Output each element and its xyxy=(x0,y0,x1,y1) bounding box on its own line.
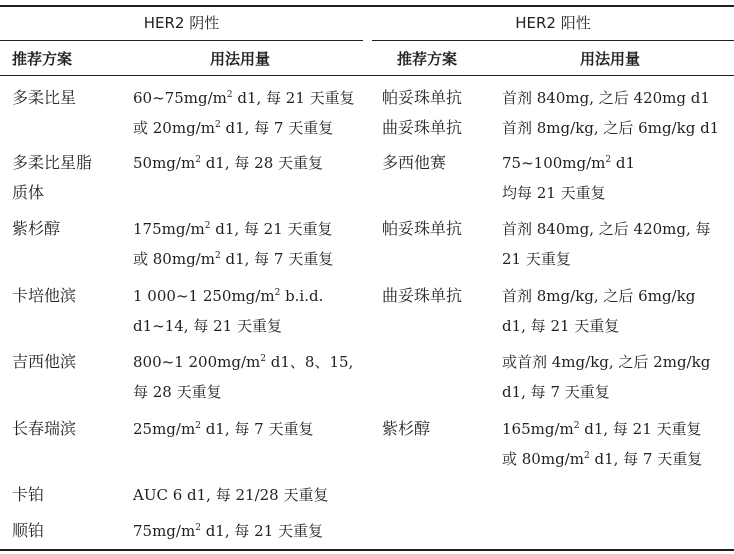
positive-dosage-column-header: 用法用量 xyxy=(580,50,641,68)
dosage-cell: 800~1 $200mg/m^2$ d1、8、15, 每 28 天重复 xyxy=(133,353,354,401)
her2-positive-header: HER2 阳性 xyxy=(515,14,591,32)
dosage-cell: 首剂 8mg/kg, 之后 6mg/kg d1, 每 21 天重复 xyxy=(502,287,696,335)
drug-name: 曲妥珠单抗 xyxy=(382,286,463,305)
drug-name: 多柔比星脂 xyxy=(12,153,93,172)
dosage-cell: $25mg/m^2$ d1, 每 7 天重复 xyxy=(133,420,314,438)
dosage-cell: $175mg/m^2$ d1, 每 21 天重复 或 $80mg/m^2$ d1, 每 7 天重复 xyxy=(133,220,334,268)
bottom-rule xyxy=(0,549,734,551)
dosage-cell: 首剂 840mg, 之后 420mg, 每 21 天重复 xyxy=(502,220,711,268)
dosage-cell: $75mg/m^2$ d1, 每 21 天重复 xyxy=(133,522,324,540)
drug-name-secondary: 曲妥珠单抗 xyxy=(382,118,463,137)
drug-name: 紫杉醇 xyxy=(12,219,61,238)
drug-name: 多西他赛 xyxy=(382,153,447,172)
dosage-cell: $75\sim 100mg/m^2$ d1 均每 21 天重复 xyxy=(502,154,636,202)
dosage-cell: 首剂 840mg, 之后 420mg d1 首剂 8mg/kg, 之后 6mg/kg d1 xyxy=(502,89,720,137)
drug-name: 多柔比星 xyxy=(12,88,77,107)
header-rule xyxy=(0,75,734,76)
dosage-cell: $60\sim 75mg/m^2$ d1, 每 21 天重复 或 $20mg/m^2$ d1, 每 7 天重复 xyxy=(133,89,355,137)
dosage-cell: 或首剂 4mg/kg, 之后 2mg/kg d1, 每 7 天重复 xyxy=(502,353,711,401)
drug-name: 顺铂 xyxy=(12,521,45,540)
dosage-cell: AUC 6 d1, 每 21/28 天重复 xyxy=(133,486,329,504)
top-rule xyxy=(0,5,734,7)
drug-name: 帕妥珠单抗 xyxy=(382,88,463,107)
dosage-cell: $165mg/m^2$ d1, 每 21 天重复 或 $80mg/m^2$ d1, 每 7 天重复 xyxy=(502,420,703,468)
drug-name: 卡培他滨 xyxy=(12,286,77,305)
negative-group-rule xyxy=(0,40,363,41)
drug-name: 吉西他滨 xyxy=(12,352,77,371)
negative-regimen-column-header: 推荐方案 xyxy=(12,50,73,68)
drug-name: 帕妥珠单抗 xyxy=(382,219,463,238)
drug-name: 卡铂 xyxy=(12,485,45,504)
dosage-cell: 1 000~1 $250mg/m^2$ b.i.d. d1~14, 每 21 天重复 xyxy=(133,287,324,335)
negative-dosage-column-header: 用法用量 xyxy=(210,50,271,68)
positive-group-rule xyxy=(372,40,734,41)
drug-name: 长春瑞滨 xyxy=(12,419,77,438)
her2-negative-header: HER2 阴性 xyxy=(143,14,220,32)
dosage-cell: $50mg/m^2$ d1, 每 28 天重复 xyxy=(133,154,324,172)
drug-name-continued: 质体 xyxy=(12,183,45,202)
drug-name: 紫杉醇 xyxy=(382,419,431,438)
positive-regimen-column-header: 推荐方案 xyxy=(397,50,458,68)
